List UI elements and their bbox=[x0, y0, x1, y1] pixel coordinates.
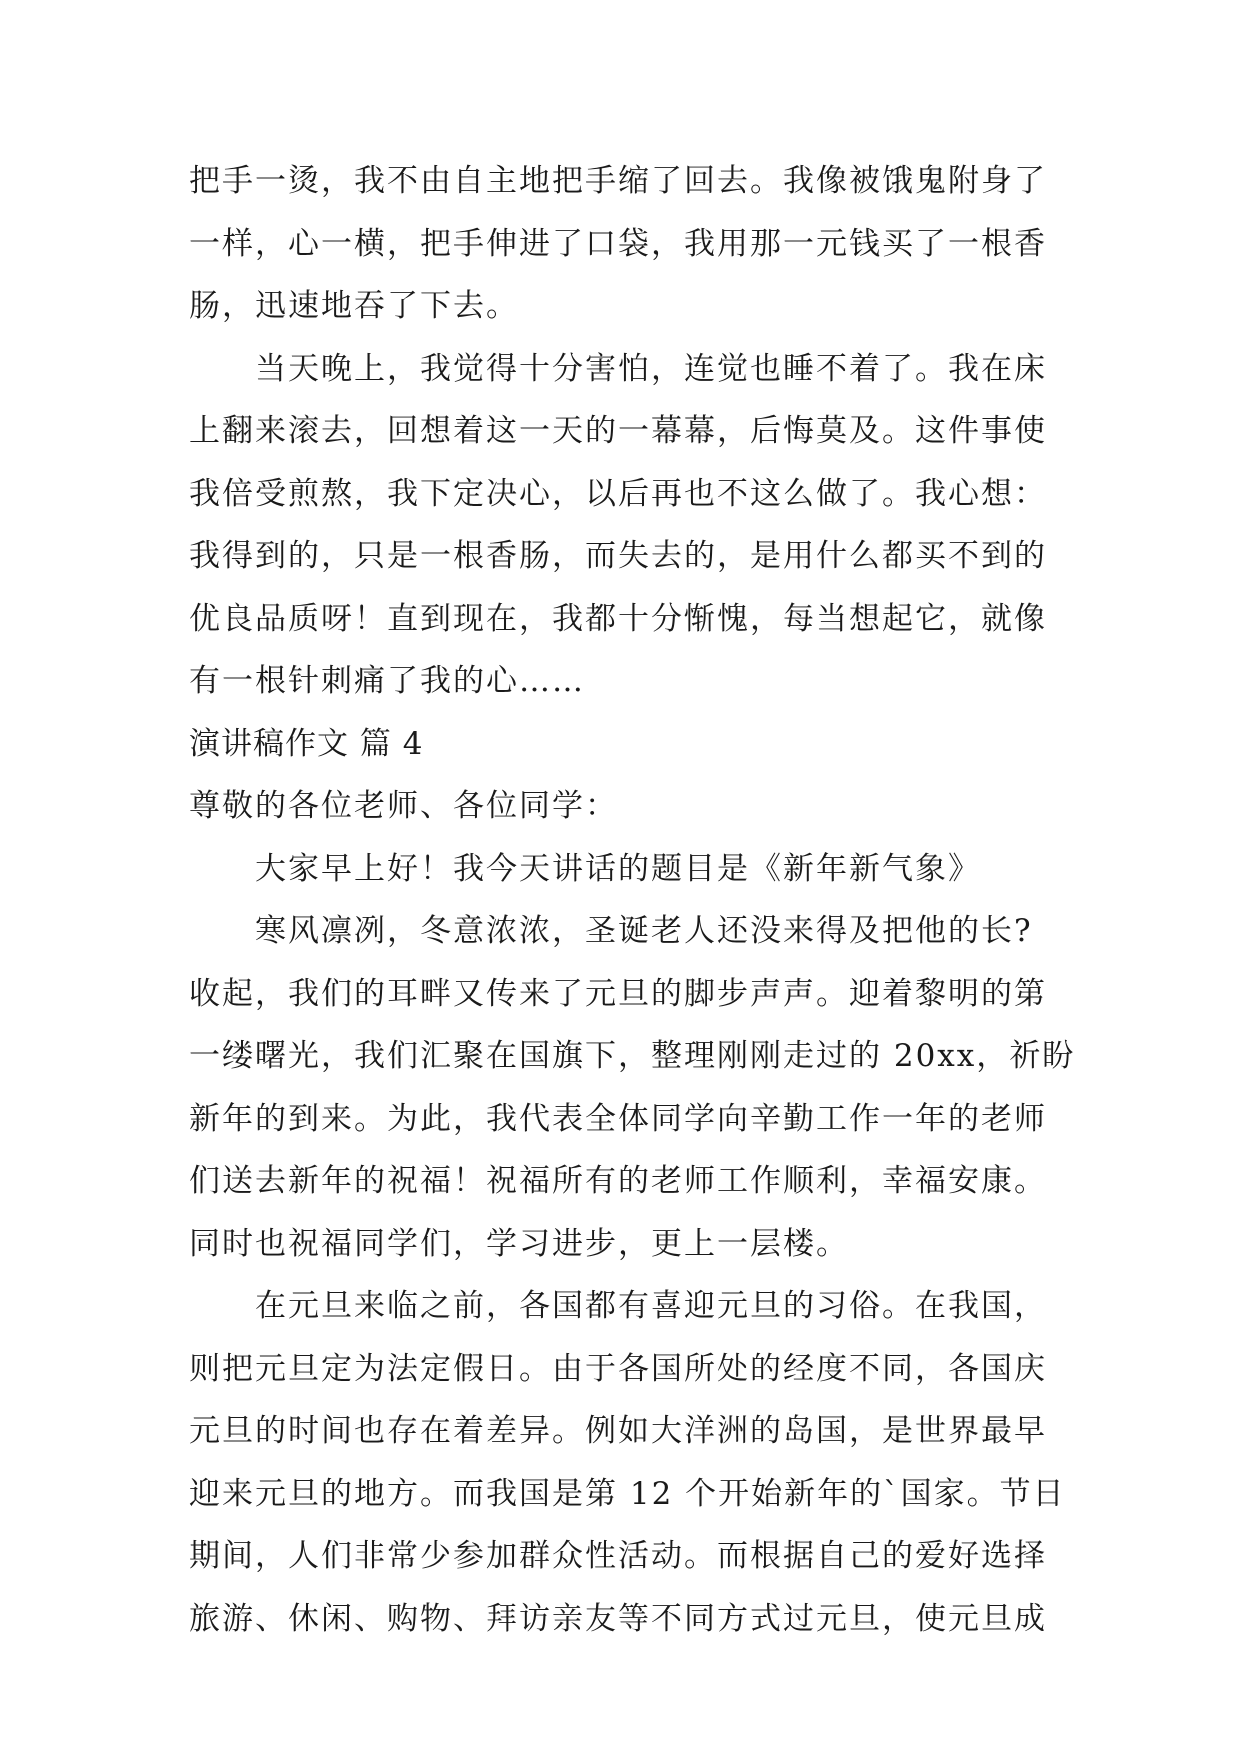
text-line: 优良品质呀！直到现在，我都十分惭愧，每当想起它，就像 bbox=[189, 600, 1047, 637]
text-line: 期间，人们非常少参加群众性活动。而根据自己的爱好选择 bbox=[189, 1538, 1047, 1574]
text-line: 旅游、休闲、购物、拜访亲友等不同方式过元旦，使元旦成 bbox=[189, 1600, 1047, 1637]
text-line: 我得到的，只是一根香肠，而失去的，是用什么都买不到的 bbox=[189, 538, 1047, 574]
text-line: 在元旦来临之前，各国都有喜迎元旦的习俗。在我国， bbox=[255, 1288, 1047, 1324]
paragraph-3 bbox=[189, 900, 1076, 1275]
text-line: 则把元旦定为法定假日。由于各国所处的经度不同，各国庆 bbox=[189, 1350, 1047, 1387]
text-line: 们送去新年的祝福！祝福所有的老师工作顺利，幸福安康。 bbox=[189, 1163, 1047, 1199]
text-line: 新年的到来。为此，我代表全体同学向辛勤工作一年的老师 bbox=[189, 1100, 1047, 1137]
paragraph-2 bbox=[189, 338, 1069, 713]
text-line: 收起，我们的耳畔又传来了元旦的脚步声声。迎着黎明的第 bbox=[189, 975, 1047, 1012]
text-line: 迎来元旦的地方。而我国是第 12 个开始新年的`国家。节日 bbox=[189, 1475, 1066, 1512]
text-line: 我倍受煎熬，我下定决心，以后再也不这么做了。我心想： bbox=[189, 475, 1047, 512]
text-line: 肠，迅速地吞了下去。 bbox=[189, 288, 519, 324]
greeting: 大家早上好！我今天讲话的题目是《新年新气象》 bbox=[255, 850, 981, 887]
text-line: 上翻来滚去，回想着这一天的一幕幕，后悔莫及。这件事使 bbox=[189, 413, 1047, 449]
text-line: 当天晚上，我觉得十分害怕，连觉也睡不着了。我在床 bbox=[255, 350, 1047, 387]
paragraph-4 bbox=[189, 1275, 1069, 1650]
text-line: 把手一烫，我不由自主地把手缩了回去。我像被饿鬼附身了 bbox=[189, 163, 1047, 199]
text-line: 有一根针刺痛了我的心…… bbox=[189, 663, 585, 699]
text-line: 同时也祝福同学们，学习进步，更上一层楼。 bbox=[189, 1225, 849, 1262]
text-line: 一缕曙光，我们汇聚在国旗下，整理刚刚走过的 20xx，祈盼 bbox=[189, 1038, 1076, 1074]
text-line: 寒风凛冽，冬意浓浓，圣诞老人还没来得及把他的长? bbox=[255, 913, 1033, 949]
section-title: 演讲稿作文 篇 4 bbox=[189, 725, 424, 762]
paragraph-1 bbox=[189, 150, 1069, 338]
text-line: 一样，心一横，把手伸进了口袋，我用那一元钱买了一根香 bbox=[189, 225, 1047, 262]
salutation: 尊敬的各位老师、各位同学： bbox=[189, 788, 618, 824]
document-body bbox=[189, 150, 1076, 1650]
text-line: 元旦的时间也存在着差异。例如大洋洲的岛国，是世界最早 bbox=[189, 1413, 1047, 1449]
